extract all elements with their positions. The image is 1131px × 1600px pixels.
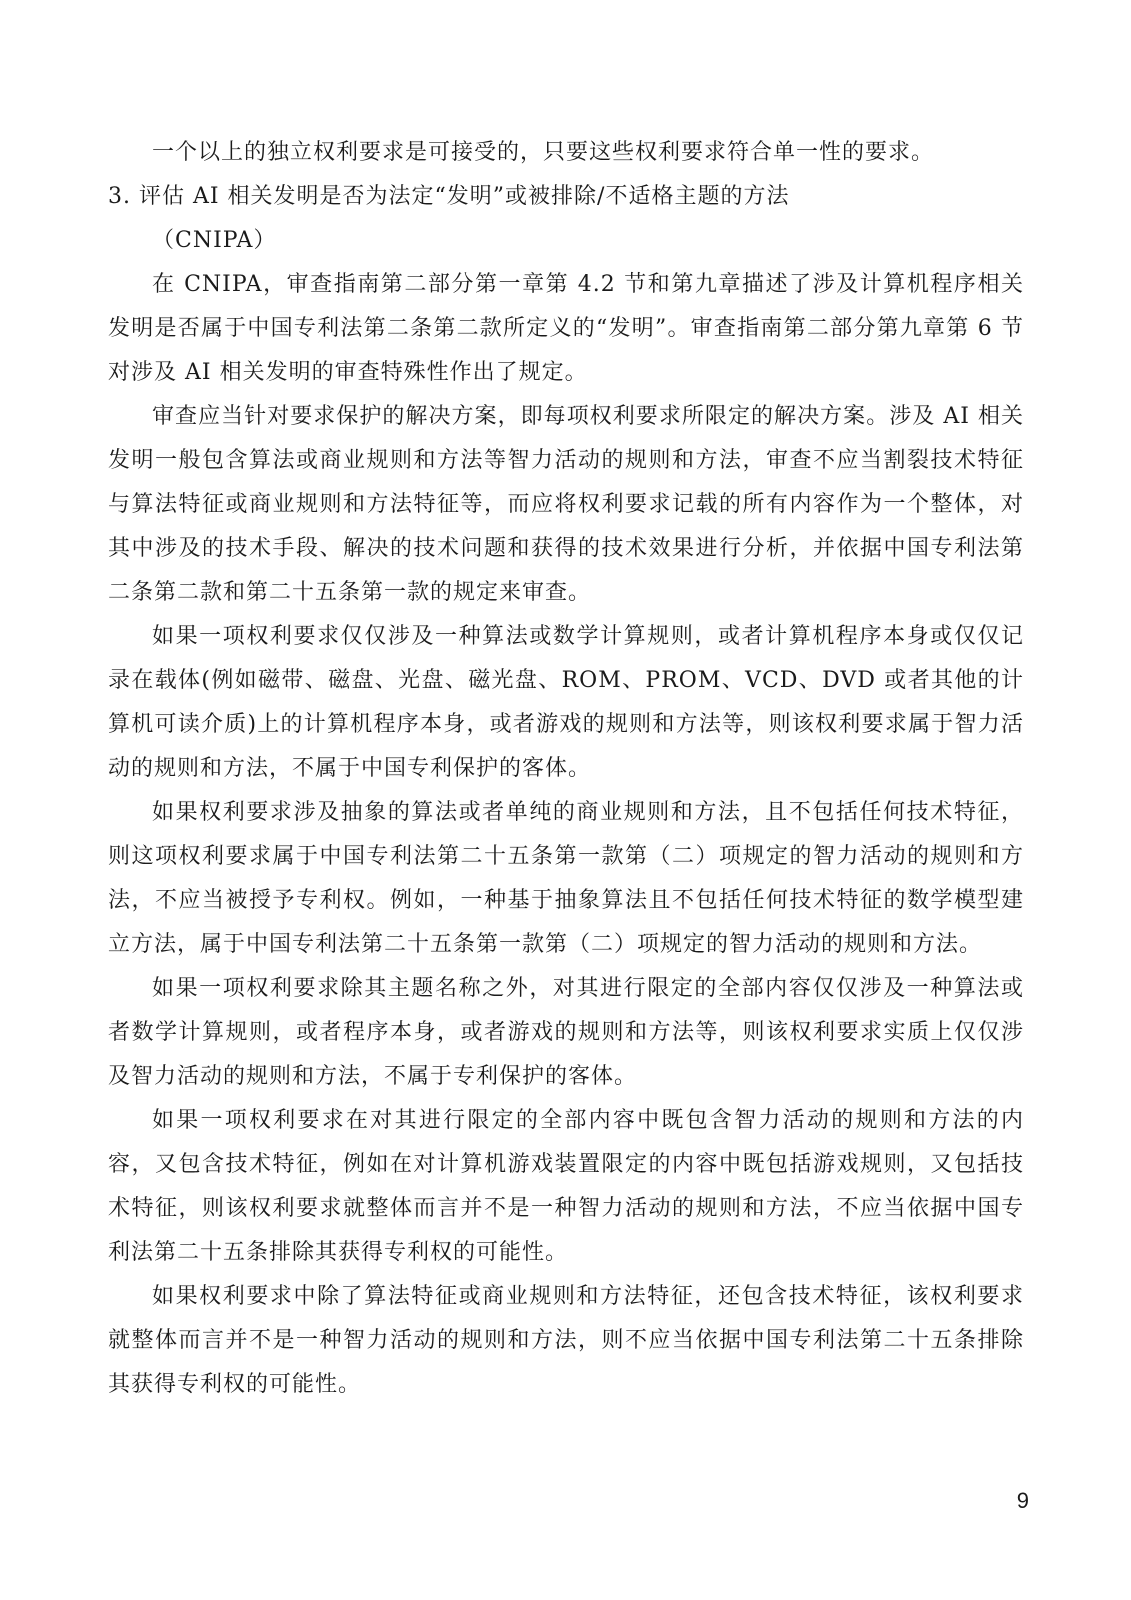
body-paragraph: 如果一项权利要求仅仅涉及一种算法或数学计算规则，或者计算机程序本身或仅仅记录在载体(例如磁带、磁盘、光盘、磁光盘、ROM、PROM、VCD、DVD 或者其他的计算机可读介质)上的计算机程序本身，或者游戏的规则和方法等，则该权利要求属于智力活动的规则和方法，不属于中国专利保护的客体。 bbox=[108, 624, 1024, 781]
page-body bbox=[108, 131, 1024, 1407]
body-paragraph: 在 CNIPA，审查指南第二部分第一章第 4.2 节和第九章描述了涉及计算机程序相关发明是否属于中国专利法第二条第二款所定义的“发明”。审查指南第二部分第九章第 6 节对涉及 AI 相关发明的审查特殊性作出了规定。 bbox=[108, 272, 1024, 385]
body-paragraph: 如果权利要求中除了算法特征或商业规则和方法特征，还包含技术特征，该权利要求就整体而言并不是一种智力活动的规则和方法，则不应当依据中国专利法第二十五条排除其获得专利权的可能性。 bbox=[108, 1284, 1024, 1397]
intro-paragraph: 一个以上的独立权利要求是可接受的，只要这些权利要求符合单一性的要求。 bbox=[152, 140, 935, 165]
section-heading: 3. 评估 AI 相关发明是否为法定“发明”或被排除/不适格主题的方法 bbox=[108, 184, 790, 209]
page-number: 9 bbox=[1016, 1488, 1029, 1513]
body-paragraph: 如果一项权利要求在对其进行限定的全部内容中既包含智力活动的规则和方法的内容，又包含技术特征，例如在对计算机游戏装置限定的内容中既包括游戏规则，又包括技术特征，则该权利要求就整体而言并不是一种智力活动的规则和方法，不应当依据中国专利法第二十五条排除其获得专利权的可能性。 bbox=[108, 1108, 1024, 1265]
body-paragraph: 如果一项权利要求除其主题名称之外，对其进行限定的全部内容仅仅涉及一种算法或者数学计算规则，或者程序本身，或者游戏的规则和方法等，则该权利要求实质上仅仅涉及智力活动的规则和方法，不属于专利保护的客体。 bbox=[108, 976, 1024, 1089]
body-paragraph: 如果权利要求涉及抽象的算法或者单纯的商业规则和方法，且不包括任何技术特征，则这项权利要求属于中国专利法第二十五条第一款第（二）项规定的智力活动的规则和方法，不应当被授予专利权。例如，一种基于抽象算法且不包括任何技术特征的数学模型建立方法，属于中国专利法第二十五条第一款第（二）项规定的智力活动的规则和方法。 bbox=[108, 800, 1024, 957]
body-paragraph: 审查应当针对要求保护的解决方案，即每项权利要求所限定的解决方案。涉及 AI 相关发明一般包含算法或商业规则和方法等智力活动的规则和方法，审查不应当割裂技术特征与算法特征或商业规则和方法特征等，而应将权利要求记载的所有内容作为一个整体，对其中涉及的技术手段、解决的技术问题和获得的技术效果进行分析，并依据中国专利法第二条第二款和第二十五条第一款的规定来审查。 bbox=[108, 404, 1024, 605]
section-subheading: （CNIPA） bbox=[152, 228, 277, 253]
